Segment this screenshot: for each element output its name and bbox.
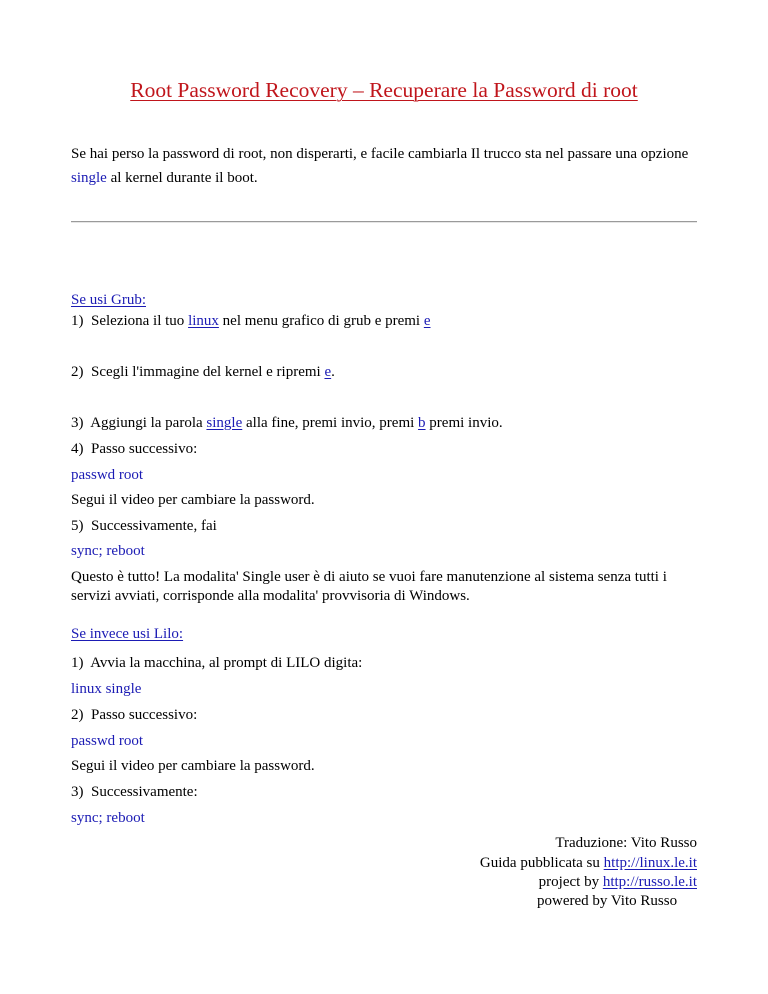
step-text: Aggiungi la parola bbox=[90, 415, 207, 431]
keyword-linux: linux bbox=[188, 313, 219, 329]
footer-translation: Traduzione: Vito Russo bbox=[555, 835, 697, 851]
intro-line-2-rest: al kernel durante il boot. bbox=[106, 170, 258, 186]
keyword-e: e bbox=[423, 313, 431, 329]
footer-project bbox=[539, 874, 697, 891]
command-passwd-root: passwd root bbox=[71, 467, 144, 483]
grub-step-3 bbox=[71, 415, 503, 432]
step-number: 2) bbox=[71, 364, 84, 380]
guide-link[interactable]: http://linux.le.it bbox=[603, 855, 697, 871]
step-number: 5) bbox=[71, 518, 84, 534]
step-text: Avvia la macchina, al prompt di LILO digita: bbox=[90, 655, 363, 671]
lilo-heading: Se invece usi Lilo: bbox=[71, 626, 184, 642]
step-text: Passo successivo: bbox=[91, 441, 198, 457]
step-number: 1) bbox=[71, 313, 84, 329]
step-text: Passo successivo: bbox=[91, 707, 198, 723]
grub-step-2 bbox=[71, 364, 335, 381]
footer-powered: powered by Vito Russo bbox=[537, 893, 678, 909]
step-number: 3) bbox=[71, 784, 84, 800]
grub-step-4-note: Segui il video per cambiare la password. bbox=[71, 492, 315, 508]
step-text: premi invio. bbox=[425, 415, 503, 431]
footer-project-label: project by bbox=[538, 874, 603, 890]
command-linux-single: linux single bbox=[71, 681, 142, 697]
intro-single-keyword: single bbox=[71, 170, 107, 186]
step-number: 3) bbox=[71, 415, 84, 431]
lilo-step-2-note: Segui il video per cambiare la password. bbox=[71, 758, 315, 774]
lilo-step-3 bbox=[71, 784, 198, 801]
step-text: Successivamente, fai bbox=[91, 518, 217, 534]
grub-step-1 bbox=[71, 313, 431, 330]
step-text: Seleziona il tuo bbox=[91, 313, 189, 329]
step-text: . bbox=[331, 364, 335, 380]
step-text: Successivamente: bbox=[91, 784, 198, 800]
step-number: 2) bbox=[71, 707, 84, 723]
closing-line-2: servizi avviati, corrisponde alla modalita' provvisoria di Windows. bbox=[71, 588, 470, 604]
keyword-single: single bbox=[206, 415, 243, 431]
keyword-e: e bbox=[324, 364, 332, 380]
footer-guide-label: Guida pubblicata su bbox=[479, 855, 604, 871]
step-text: Scegli l'immagine del kernel e ripremi bbox=[91, 364, 325, 380]
project-link[interactable]: http://russo.le.it bbox=[602, 874, 697, 890]
horizontal-divider bbox=[71, 221, 697, 223]
grub-step-4 bbox=[71, 441, 197, 458]
keyword-b: b bbox=[418, 415, 426, 431]
lilo-step-1 bbox=[71, 655, 362, 672]
step-text: alla fine, premi invio, premi bbox=[242, 415, 419, 431]
closing-line-1: Questo è tutto! La modalita' Single user è di aiuto se vuoi fare manutenzione al sistema senza tutti i bbox=[71, 569, 667, 585]
step-number: 4) bbox=[71, 441, 84, 457]
command-passwd-root: passwd root bbox=[71, 733, 144, 749]
footer-guide bbox=[480, 855, 697, 872]
grub-heading: Se usi Grub: bbox=[71, 292, 146, 308]
step-number: 1) bbox=[71, 655, 84, 671]
grub-step-5 bbox=[71, 518, 217, 535]
page-title: Root Password Recovery – Recuperare la Password di root bbox=[130, 78, 638, 102]
lilo-step-2 bbox=[71, 707, 197, 724]
step-text: nel menu grafico di grub e premi bbox=[218, 313, 424, 329]
intro-line-1: Se hai perso la password di root, non disperarti, e facile cambiarla Il trucco sta nel passare una opzione bbox=[71, 146, 689, 162]
intro-line-2 bbox=[71, 170, 258, 187]
command-sync-reboot: sync; reboot bbox=[71, 543, 145, 559]
command-sync-reboot: sync; reboot bbox=[71, 810, 145, 826]
